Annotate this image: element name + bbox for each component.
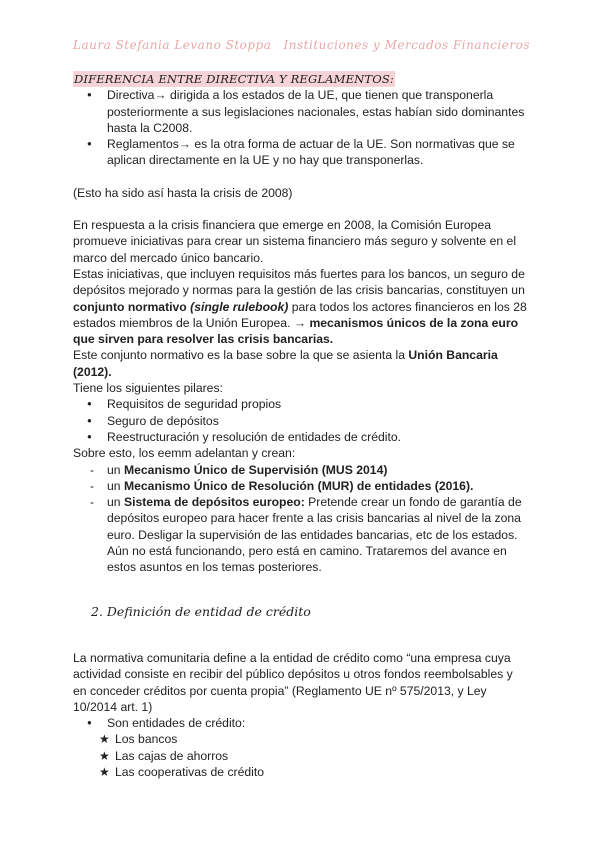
pillars-list bbox=[73, 396, 528, 445]
list-item: ● Requisitos de seguridad propios bbox=[73, 396, 528, 412]
paragraph: Tiene los siguientes pilares: bbox=[73, 381, 223, 396]
star-icon: ★ bbox=[99, 748, 110, 763]
paragraph: La normativa comunitaria define a la entidad de crédito como “una empresa cuya actividad consiste en recibir del público depósitos u otros fondos reembolsables y en conceder créditos por cuenta propia” (Reglamento UE nº 575/2013, y Ley 10/2014 art. 1) bbox=[73, 650, 513, 714]
paragraph: Este conjunto normativo es la base sobre la que se asienta la Unión Bancaria (2012). bbox=[73, 348, 498, 379]
list-item: ● Son entidades de crédito: bbox=[73, 715, 528, 731]
list-item: ● Reestructuración y resolución de entidades de crédito. bbox=[73, 429, 528, 445]
entity-list bbox=[73, 715, 528, 780]
document-body bbox=[73, 71, 528, 780]
header-author: Laura Stefania Levano Stoppa bbox=[73, 38, 272, 52]
list-item: ● Seguro de depósitos bbox=[73, 413, 528, 429]
paragraph: Sobre esto, los eemm adelantan y crean: bbox=[73, 446, 296, 461]
list-item: ● Reglamentos→ es la otra forma de actuar de la UE. Son normativas que se aplican directamente en la UE y no hay que transponerlas. bbox=[73, 136, 528, 169]
list-item: ● Directiva→ dirigida a los estados de la UE, que tienen que transponerla posteriormente a sus legislaciones nacionales, estas habían sido dominantes hasta la C2008. bbox=[73, 87, 528, 136]
section-heading: 2. Definición de entidad de crédito bbox=[91, 603, 311, 619]
paragraph: En respuesta a la crisis financiera que emerge en 2008, la Comisión Europea promueve iniciativas para crear un sistema financiero más seguro y solvente en el marco del mercado único bancario. bbox=[73, 218, 517, 265]
star-icon: ★ bbox=[99, 764, 110, 779]
paragraph: Estas iniciativas, que incluyen requisitos más fuertes para los bancos, un seguro de depósitos mejorado y normas para la gestión de las crisis bancarias, constituyen un conjunto normativo (single rulebook) para todos los actores financieros en los 28 estados miembros de la Unión Europea. → mecanismos únicos de la zona euro que sirven para resolver las crisis bancarias. bbox=[73, 266, 527, 347]
section-title: DIFERENCIA ENTRE DIRECTIVA Y REGLAMENTOS: bbox=[74, 72, 394, 86]
created-list bbox=[73, 462, 528, 576]
star-icon: ★ bbox=[99, 732, 110, 747]
list-item: - un Sistema de depósitos europeo: Pretende crear un fondo de garantía de depósitos europeo para hacer frente a las crisis bancarias al nivel de la zona euro. Desligar la supervisión de las entidades bancarias, etc de los estados. Aún no está funcionando, pero está en camino. Trataremos del avance en estos asuntos en los temas posteriores. bbox=[73, 494, 528, 575]
list-item: ★ Las cooperativas de crédito bbox=[99, 764, 265, 779]
list-item: - un Mecanismo Único de Resolución (MUR) de entidades (2016). bbox=[73, 478, 528, 494]
header-course: Instituciones y Mercados Financieros bbox=[283, 38, 530, 52]
list-item: ★ Los bancos bbox=[99, 732, 178, 747]
directive-list bbox=[73, 87, 528, 168]
list-item: ★ Las cajas de ahorros bbox=[99, 748, 229, 763]
list-item: - un Mecanismo Único de Supervisión (MUS 2014) bbox=[73, 462, 528, 478]
note-paragraph: (Esto ha sido así hasta la crisis de 2008) bbox=[73, 185, 293, 200]
